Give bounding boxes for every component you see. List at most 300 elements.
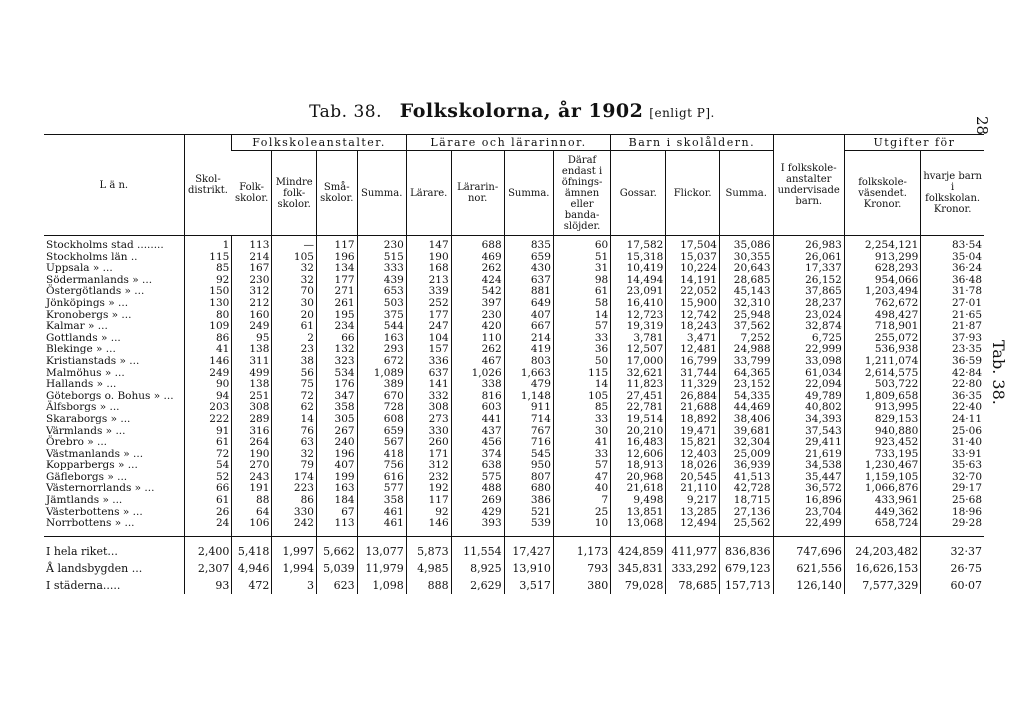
table-cell: 637 [504,275,553,287]
table-cell: 21·87 [921,321,984,333]
table-cell: 659 [504,252,553,264]
table-cell: 33 [553,449,610,461]
row-label: Kopparbergs » ... [46,459,138,472]
table-cell: 469 [451,252,504,264]
table-cell: 461 [357,507,406,519]
table-cell: 196 [316,252,357,264]
table-cell: 393 [451,518,504,536]
table-cell: 95 [232,333,272,345]
table-cell: 267 [316,426,357,438]
table-cell: 28,237 [773,298,844,310]
table-cell: 18,715 [719,495,773,507]
table-row [44,275,984,287]
table-cell: 11,554 [451,536,504,560]
row-label: Gäfleborgs » ... [46,470,128,483]
table-cell: 12,403 [666,449,720,461]
table-cell: 25,562 [719,518,773,536]
table-cell: 36·24 [921,263,984,275]
table-cell: 255,072 [844,333,920,345]
table-cell: 3,517 [504,577,553,594]
table-cell: 32 [272,263,317,275]
table-cell: 163 [357,333,406,345]
table-cell: 36·35 [921,391,984,403]
table-cell: 35,086 [719,236,773,252]
table-cell: 45,143 [719,286,773,298]
table-cell: 12,742 [666,310,720,322]
table-cell: 85 [553,402,610,414]
table-cell: 1,663 [504,368,553,380]
table-cell: 499 [232,368,272,380]
table-cell: 163 [316,483,357,495]
table-cell: 389 [357,379,406,391]
table-cell: 262 [451,263,504,275]
table-cell: 147 [406,236,451,252]
table-cell: 78,685 [666,577,720,594]
table-cell: 16,626,153 [844,560,920,577]
row-label: Örebro » ... [46,436,108,449]
table-cell: 680 [504,483,553,495]
table-cell: 18,913 [611,460,666,472]
table-cell: 449,362 [844,507,920,519]
table-cell: 23,024 [773,310,844,322]
table-cell: 330 [272,507,317,519]
table-cell: 30 [272,298,317,310]
table-cell: 223 [272,483,317,495]
table-cell: 134 [316,263,357,275]
table-cell: 345,831 [611,560,666,577]
table-cell: 44,469 [719,402,773,414]
table-cell: 252 [406,298,451,310]
table-cell: 57 [553,321,610,333]
table-cell: 86 [184,333,232,345]
header-flickor: Flickor. [666,151,720,236]
table-cell: 40,802 [773,402,844,414]
table-cell: 807 [504,472,553,484]
table-cell: 13,068 [611,518,666,536]
table-cell: 950 [504,460,553,472]
header-larare: Lärare. [406,151,451,236]
table-cell: 17,427 [504,536,553,560]
table-cell: 58 [553,298,610,310]
header-mindre-folkskolor: Mindre folk-skolor. [272,151,317,236]
table-cell: 26 [184,507,232,519]
table-cell: 424,859 [611,536,666,560]
header-group-barn: Barn i skolåldern. [611,135,773,151]
table-cell: 24·11 [921,414,984,426]
table-cell: 667 [504,321,553,333]
table-cell: 6,725 [773,333,844,345]
table-cell: 54,335 [719,391,773,403]
table-cell: 472 [232,577,272,594]
table-cell: 22,999 [773,344,844,356]
table-cell: 61 [553,286,610,298]
table-cell: 437 [451,426,504,438]
table-cell: 105 [272,252,317,264]
table-cell: 9,498 [611,495,666,507]
table-cell: 308 [232,402,272,414]
table-cell: 184 [316,495,357,507]
table-cell: 94 [184,391,232,403]
table-cell: 146 [406,518,451,536]
table-cell: 293 [357,344,406,356]
row-label: Hallands » ... [46,378,117,391]
table-cell: 888 [406,577,451,594]
table-cell: 66 [184,483,232,495]
table-cell: 503 [357,298,406,310]
table-cell: 407 [316,460,357,472]
table-cell: 26,983 [773,236,844,252]
table-cell: 911 [504,402,553,414]
total-rows [44,536,984,594]
table-cell: 441 [451,414,504,426]
table-cell: 2,307 [184,560,232,577]
table-cell: 23 [272,344,317,356]
table-cell: 36·59 [921,356,984,368]
table-cell: 15,037 [666,252,720,264]
table-cell: 132 [316,344,357,356]
table-cell: 756 [357,460,406,472]
table-row [44,472,984,484]
table-cell: 25 [553,507,610,519]
table-cell: 18·96 [921,507,984,519]
table-cell: 251 [232,391,272,403]
table-cell: 41 [184,344,232,356]
table-cell: 881 [504,286,553,298]
row-label: Malmöhus » ... [46,366,125,379]
table-cell: 637 [406,368,451,380]
table-cell: 672 [357,356,406,368]
row-label: Gottlands » ... [46,331,121,344]
table-cell: 34,538 [773,460,844,472]
table-cell: 433,961 [844,495,920,507]
table-cell: 22·80 [921,379,984,391]
table-cell: 11,823 [611,379,666,391]
row-label: Skaraborgs » ... [46,412,131,425]
table-cell: 323 [316,356,357,368]
header-lararinnor: Lärarin-nor. [451,151,504,236]
table-cell: 18,243 [666,321,720,333]
table-cell: 262 [451,344,504,356]
table-cell: 628,293 [844,263,920,275]
table-cell: 273 [406,414,451,426]
table-cell: 93 [184,577,232,594]
table-cell: 35,447 [773,472,844,484]
table-cell: 146 [184,356,232,368]
table-cell: 312 [406,460,451,472]
table-cell: 177 [406,310,451,322]
table-cell: 3,781 [611,333,666,345]
table-cell: 36 [553,344,610,356]
table-cell: 333 [357,263,406,275]
table-cell: 12,494 [666,518,720,536]
table-cell: 9,217 [666,495,720,507]
table-cell: 603 [451,402,504,414]
table-cell: 24,988 [719,344,773,356]
table-cell: 27·01 [921,298,984,310]
table-cell: 12,606 [611,449,666,461]
table-cell: 913,995 [844,402,920,414]
county-rows [44,236,984,537]
table-cell: 716 [504,437,553,449]
table-cell: 70 [272,286,317,298]
table-cell: 515 [357,252,406,264]
header-daraf: Däraf endast i öfnings-ämnen eller banda-slöjder. [553,151,610,236]
table-cell: 141 [406,379,451,391]
table-cell: 117 [316,236,357,252]
table-cell: 50 [553,356,610,368]
table-cell: 3 [272,577,317,594]
table-cell: 25,009 [719,449,773,461]
table-row [44,368,984,380]
table-cell: 38 [272,356,317,368]
table-cell: 26·75 [921,560,984,577]
table-cell: 72 [184,449,232,461]
table-cell: 2,629 [451,577,504,594]
table-cell: 115 [553,368,610,380]
table-row [44,263,984,275]
row-label: Västerbottens » ... [46,505,143,518]
table-cell: 305 [316,414,357,426]
table-cell: 20,968 [611,472,666,484]
table-cell: 2,254,121 [844,236,920,252]
table-cell: 37,865 [773,286,844,298]
table-cell: 24,203,482 [844,536,920,560]
table-cell: 36,572 [773,483,844,495]
table-cell: 670 [357,391,406,403]
table-row [44,414,984,426]
table-row [44,379,984,391]
table-title [0,100,1024,122]
header-hvarje-barn: hvarje barn i folkskolan. Kronor. [921,151,984,236]
table-cell: 1,809,658 [844,391,920,403]
table-cell: 240 [316,437,357,449]
table-cell: 14 [553,310,610,322]
table-cell: 411,977 [666,536,720,560]
table-cell: 17,504 [666,236,720,252]
table-cell: 25,948 [719,310,773,322]
table-cell: 234 [316,321,357,333]
table-cell: 14 [272,414,317,426]
row-label: Västmanlands » ... [46,447,144,460]
row-label: Västernorrlands » ... [46,482,155,495]
table-cell: 16,410 [611,298,666,310]
header-summa-larare: Summa. [504,151,553,236]
table-cell: 15,318 [611,252,666,264]
row-label: Värmlands » ... [46,424,126,437]
table-cell: 117 [406,495,451,507]
row-label: Jönköpings » ... [46,296,129,309]
table-cell: 20,545 [666,472,720,484]
table-cell: 2,400 [184,536,232,560]
table-cell: 30,355 [719,252,773,264]
table-cell: 21,688 [666,402,720,414]
table-cell: 31 [553,263,610,275]
table-cell: 940,880 [844,426,920,438]
table-cell: 196 [316,449,357,461]
table-cell: 608 [357,414,406,426]
table-cell: 37,562 [719,321,773,333]
table-cell: 106 [232,518,272,536]
table-cell: 242 [272,518,317,536]
table-cell: 230 [451,310,504,322]
row-label: Kalmar » ... [46,320,108,333]
table-cell: 168 [406,263,451,275]
table-cell: 33 [553,333,610,345]
table-cell: 38,406 [719,414,773,426]
table-cell: 375 [357,310,406,322]
table-cell: 347 [316,391,357,403]
title-main: Folkskolorna, år 1902 [399,100,644,122]
table-cell: 332 [406,391,451,403]
table-cell: 19,319 [611,321,666,333]
table-cell: 545 [504,449,553,461]
table-cell: 10,224 [666,263,720,275]
table-cell: 61,034 [773,368,844,380]
table-cell: 308 [406,402,451,414]
table-cell: 418 [357,449,406,461]
table-cell: 150 [184,286,232,298]
table-cell: 312 [232,286,272,298]
table-cell: 86 [272,495,317,507]
table-cell: 1,026 [451,368,504,380]
table-cell: 24 [184,518,232,536]
table-cell: 66 [316,333,357,345]
table-cell: 61 [272,321,317,333]
table-cell: 714 [504,414,553,426]
table-cell: 439 [357,275,406,287]
table-cell: 8,925 [451,560,504,577]
row-label: Södermanlands » ... [46,273,153,286]
table-cell: 679,123 [719,560,773,577]
table-cell: 67 [316,507,357,519]
table-row [44,286,984,298]
table-cell: 688 [451,236,504,252]
table-cell: 17,337 [773,263,844,275]
table-cell: 793 [553,560,610,577]
table-cell: 98 [553,275,610,287]
table-row [44,518,984,536]
table-cell: 23·35 [921,344,984,356]
table-cell: 271 [316,286,357,298]
table-cell: 32·70 [921,472,984,484]
table-cell: 728 [357,402,406,414]
table-cell: 23,152 [719,379,773,391]
table-cell: 36,939 [719,460,773,472]
table-cell: 37,543 [773,426,844,438]
table-cell: 177 [316,275,357,287]
table-cell: 10 [553,518,610,536]
table-cell: 420 [451,321,504,333]
header-folkskolevasendet: folkskole-väsendet. Kronor. [844,151,920,236]
table-cell: 88 [232,495,272,507]
total-row [44,560,984,577]
table-cell: 76 [272,426,317,438]
table-cell: 16,483 [611,437,666,449]
row-label: I hela riket... [44,536,184,560]
table-cell: 56 [272,368,317,380]
page-number: 28 [973,116,991,136]
table-cell: 7,577,329 [844,577,920,594]
table-cell: 270 [232,460,272,472]
table-cell: 733,195 [844,449,920,461]
table-cell: 92 [184,275,232,287]
table-cell: 816 [451,391,504,403]
header-group-utgifter: Utgifter för [844,135,984,151]
table-cell: 33 [553,414,610,426]
table-cell: 214 [232,252,272,264]
table-cell: 23,704 [773,507,844,519]
table-cell: 542 [451,286,504,298]
table-cell: 213 [406,275,451,287]
table-row [44,252,984,264]
table-cell: 31,744 [666,368,720,380]
table-cell: 264 [232,437,272,449]
table-cell: 5,418 [232,536,272,560]
table-cell: 338 [451,379,504,391]
table-cell: 13,077 [357,536,406,560]
table-cell: 575 [451,472,504,484]
title-prefix: Tab. 38. [309,102,383,122]
table-cell: 31·40 [921,437,984,449]
table-row [44,356,984,368]
table-cell: 192 [406,483,451,495]
table-cell: 249 [184,368,232,380]
table-cell: 1,098 [357,577,406,594]
table-cell: 14 [553,379,610,391]
table-cell: 12,507 [611,344,666,356]
table-cell: 803 [504,356,553,368]
table-cell: 539 [504,518,553,536]
table-cell: 429 [451,507,504,519]
table-cell: 19,471 [666,426,720,438]
table-row [44,344,984,356]
table-cell: 261 [316,298,357,310]
table-row [44,333,984,345]
table-cell: 51 [553,252,610,264]
table-cell: 160 [232,310,272,322]
table-cell: 195 [316,310,357,322]
table-row [44,507,984,519]
table-cell: 25·68 [921,495,984,507]
table-cell: 311 [232,356,272,368]
table-cell: 72 [272,391,317,403]
table-cell: 13,285 [666,507,720,519]
table-cell: 479 [504,379,553,391]
table-cell: 7 [553,495,610,507]
table-cell: 1,159,105 [844,472,920,484]
table-cell: 15,900 [666,298,720,310]
table-cell: 33,799 [719,356,773,368]
table-cell: 90 [184,379,232,391]
table-cell: 126,140 [773,577,844,594]
table-row [44,460,984,472]
table-cell: 11,979 [357,560,406,577]
table-cell: 536,938 [844,344,920,356]
table-cell: 109 [184,321,232,333]
table-cell: 26,061 [773,252,844,264]
table-cell: 37·93 [921,333,984,345]
table-cell: 567 [357,437,406,449]
table-cell: 4,946 [232,560,272,577]
table-cell: 577 [357,483,406,495]
side-label: Tab. 38. [989,340,1008,405]
table-cell: 14,191 [666,275,720,287]
total-row [44,536,984,560]
table-cell: 113 [232,236,272,252]
header-folkskolor: Folk-skolor. [232,151,272,236]
table-cell: 333,292 [666,560,720,577]
table-cell: 407 [504,310,553,322]
